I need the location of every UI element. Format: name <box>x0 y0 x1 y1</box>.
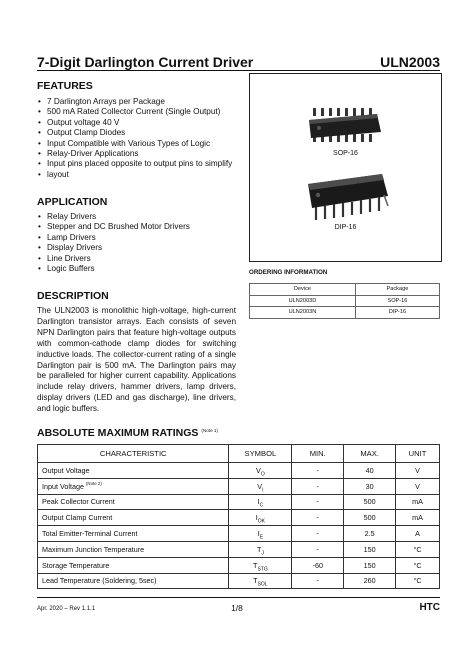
brand-logo: HTC <box>419 602 440 613</box>
table-row <box>38 526 440 542</box>
characteristic-cell <box>38 510 229 526</box>
min-cell: - <box>292 541 344 557</box>
symbol-letter: I <box>257 497 260 507</box>
list-item: • Logic Buffers <box>37 264 190 274</box>
symbol-cell <box>229 526 292 542</box>
table-row <box>38 478 440 494</box>
table-cell: ULN2003D <box>250 295 356 307</box>
min-cell: - <box>292 478 344 494</box>
symbol-subscript: STG <box>257 566 268 573</box>
column-header: UNIT <box>396 445 440 463</box>
symbol-subscript: OK <box>257 518 265 525</box>
column-header: Package <box>355 284 439 296</box>
symbol-cell <box>229 573 292 589</box>
max-cell: 40 <box>344 463 396 479</box>
max-cell: 500 <box>344 494 396 510</box>
characteristic-note: (Note 2) <box>85 481 102 487</box>
revision-date: Apr. 2020 – Rev 1.1.1 <box>37 606 96 612</box>
unit-cell: V <box>396 478 440 494</box>
characteristic-cell <box>38 541 229 557</box>
column-header: MAX. <box>344 445 396 463</box>
description-heading: DESCRIPTION <box>37 290 109 302</box>
table-header-row <box>250 284 440 296</box>
dip16-chip-icon <box>302 168 392 222</box>
list-item: • 7 Darlington Arrays per Package <box>37 97 232 107</box>
unit-cell: °C <box>396 573 440 589</box>
sop16-label: SOP-16 <box>333 150 358 157</box>
table-row <box>250 307 440 319</box>
characteristic-cell <box>38 494 229 510</box>
min-cell: - <box>292 463 344 479</box>
symbol-subscript: I <box>262 487 264 494</box>
characteristic-cell <box>38 463 229 479</box>
list-item: • Input Compatible with Various Types of Logic <box>37 139 232 149</box>
characteristic-cell <box>38 526 229 542</box>
symbol-subscript: O <box>260 471 265 478</box>
unit-cell: °C <box>396 557 440 573</box>
symbol-cell <box>229 510 292 526</box>
ratings-table <box>37 444 440 589</box>
unit-cell: mA <box>396 510 440 526</box>
page-number: 1/8 <box>231 603 243 613</box>
part-number: ULN2003 <box>380 54 440 70</box>
symbol-subscript: E <box>259 534 264 541</box>
table-row <box>250 295 440 307</box>
symbol-letter: T <box>256 544 262 554</box>
symbol-letter: V <box>257 481 263 491</box>
header-rule <box>37 70 440 71</box>
characteristic-name: Peak Collector Current <box>42 497 115 507</box>
table-row <box>38 510 440 526</box>
list-item: • Relay Drivers <box>37 212 190 222</box>
symbol-subscript: C <box>259 502 264 509</box>
symbol-letter: T <box>253 560 258 570</box>
min-cell: - <box>292 526 344 542</box>
features-list <box>37 97 232 180</box>
list-item: • Input pins placed opposite to output pins to simplify <box>37 159 232 169</box>
column-header: SYMBOL <box>229 445 292 463</box>
column-header: Device <box>250 284 356 296</box>
max-cell: 260 <box>344 573 396 589</box>
symbol-cell <box>229 463 292 479</box>
table-row <box>38 557 440 573</box>
description-text: The ULN2003 is monolithic high-voltage, high-current Darlington transistor arrays. Each consists of seven NPN Darlington pairs that feature high-voltage outputs with common-cathode clamp diodes for switching inductive loads. The collector-current rating of a single Darlington pair is 500 mA. The Darlington pairs may be paralleled for higher current capability. Applications include relay drivers, hammer drivers, lamp drivers, display drivers (LED and gas discharge), line drivers, and logic buffers. <box>37 306 236 414</box>
characteristic-name: Lead Temperature (Soldering, 5sec) <box>42 576 157 586</box>
table-row <box>38 463 440 479</box>
characteristic-cell <box>38 557 229 573</box>
symbol-letter: V <box>256 465 261 475</box>
ratings-heading-text: ABSOLUTE MAXIMUM RATINGS <box>37 427 199 439</box>
list-item: • Display Drivers <box>37 243 190 253</box>
symbol-subscript: J <box>261 550 264 557</box>
package-illustration-box <box>249 73 442 262</box>
symbol-letter: I <box>257 529 260 539</box>
symbol-cell <box>229 478 292 494</box>
ratings-heading <box>37 427 218 439</box>
table-row <box>38 573 440 589</box>
characteristic-name: Maximum Junction Temperature <box>42 544 145 554</box>
max-cell: 500 <box>344 510 396 526</box>
min-cell: - <box>292 494 344 510</box>
symbol-subscript: SOL <box>257 581 268 588</box>
max-cell: 30 <box>344 478 396 494</box>
max-cell: 150 <box>344 541 396 557</box>
symbol-cell <box>229 494 292 510</box>
table-cell: DIP-16 <box>355 307 439 319</box>
max-cell: 2.5 <box>344 526 396 542</box>
symbol-cell <box>229 541 292 557</box>
table-row <box>38 494 440 510</box>
ordering-heading: ORDERING INFORMATION <box>249 269 328 276</box>
characteristic-name: Output Voltage <box>42 465 90 475</box>
table-cell: ULN2003N <box>250 307 356 319</box>
list-item: • Line Drivers <box>37 254 190 264</box>
sop16-chip-icon <box>305 106 385 146</box>
features-heading: FEATURES <box>37 80 93 92</box>
unit-cell: mA <box>396 494 440 510</box>
application-heading: APPLICATION <box>37 196 108 208</box>
list-item: • Lamp Drivers <box>37 233 190 243</box>
characteristic-name: Output Clamp Current <box>42 513 113 523</box>
ratings-note: (Note 1) <box>201 427 218 433</box>
unit-cell: A <box>396 526 440 542</box>
footer-rule <box>37 597 440 598</box>
characteristic-name: Storage Temperature <box>42 560 110 570</box>
symbol-cell <box>229 557 292 573</box>
min-cell: - <box>292 510 344 526</box>
min-cell: - <box>292 573 344 589</box>
unit-cell: V <box>396 463 440 479</box>
min-cell: -60 <box>292 557 344 573</box>
max-cell: 150 <box>344 557 396 573</box>
column-header: MIN. <box>292 445 344 463</box>
characteristic-name: Total Emitter-Terminal Current <box>42 529 138 539</box>
ordering-table <box>249 283 440 319</box>
characteristic-cell <box>38 573 229 589</box>
unit-cell: °C <box>396 541 440 557</box>
application-list <box>37 212 190 274</box>
table-cell: SOP-16 <box>355 295 439 307</box>
list-item-continuation: • layout <box>37 170 232 180</box>
list-item: • Relay-Driver Applications <box>37 149 232 159</box>
characteristic-cell <box>38 478 229 494</box>
list-item: • Output Clamp Diodes <box>37 128 232 138</box>
table-header-row <box>38 445 440 463</box>
column-header: CHARACTERISTIC <box>38 445 229 463</box>
characteristic-name: Input Voltage <box>42 481 84 491</box>
symbol-letter: I <box>255 513 258 523</box>
table-row <box>38 541 440 557</box>
list-item: • 500 mA Rated Collector Current (Single Output) <box>37 107 232 117</box>
list-item: • Stepper and DC Brushed Motor Drivers <box>37 222 190 232</box>
document-title: 7-Digit Darlington Current Driver <box>37 54 254 70</box>
dip16-label: DIP-16 <box>334 224 357 231</box>
symbol-letter: T <box>253 576 258 586</box>
list-item: • Output voltage 40 V <box>37 118 232 128</box>
